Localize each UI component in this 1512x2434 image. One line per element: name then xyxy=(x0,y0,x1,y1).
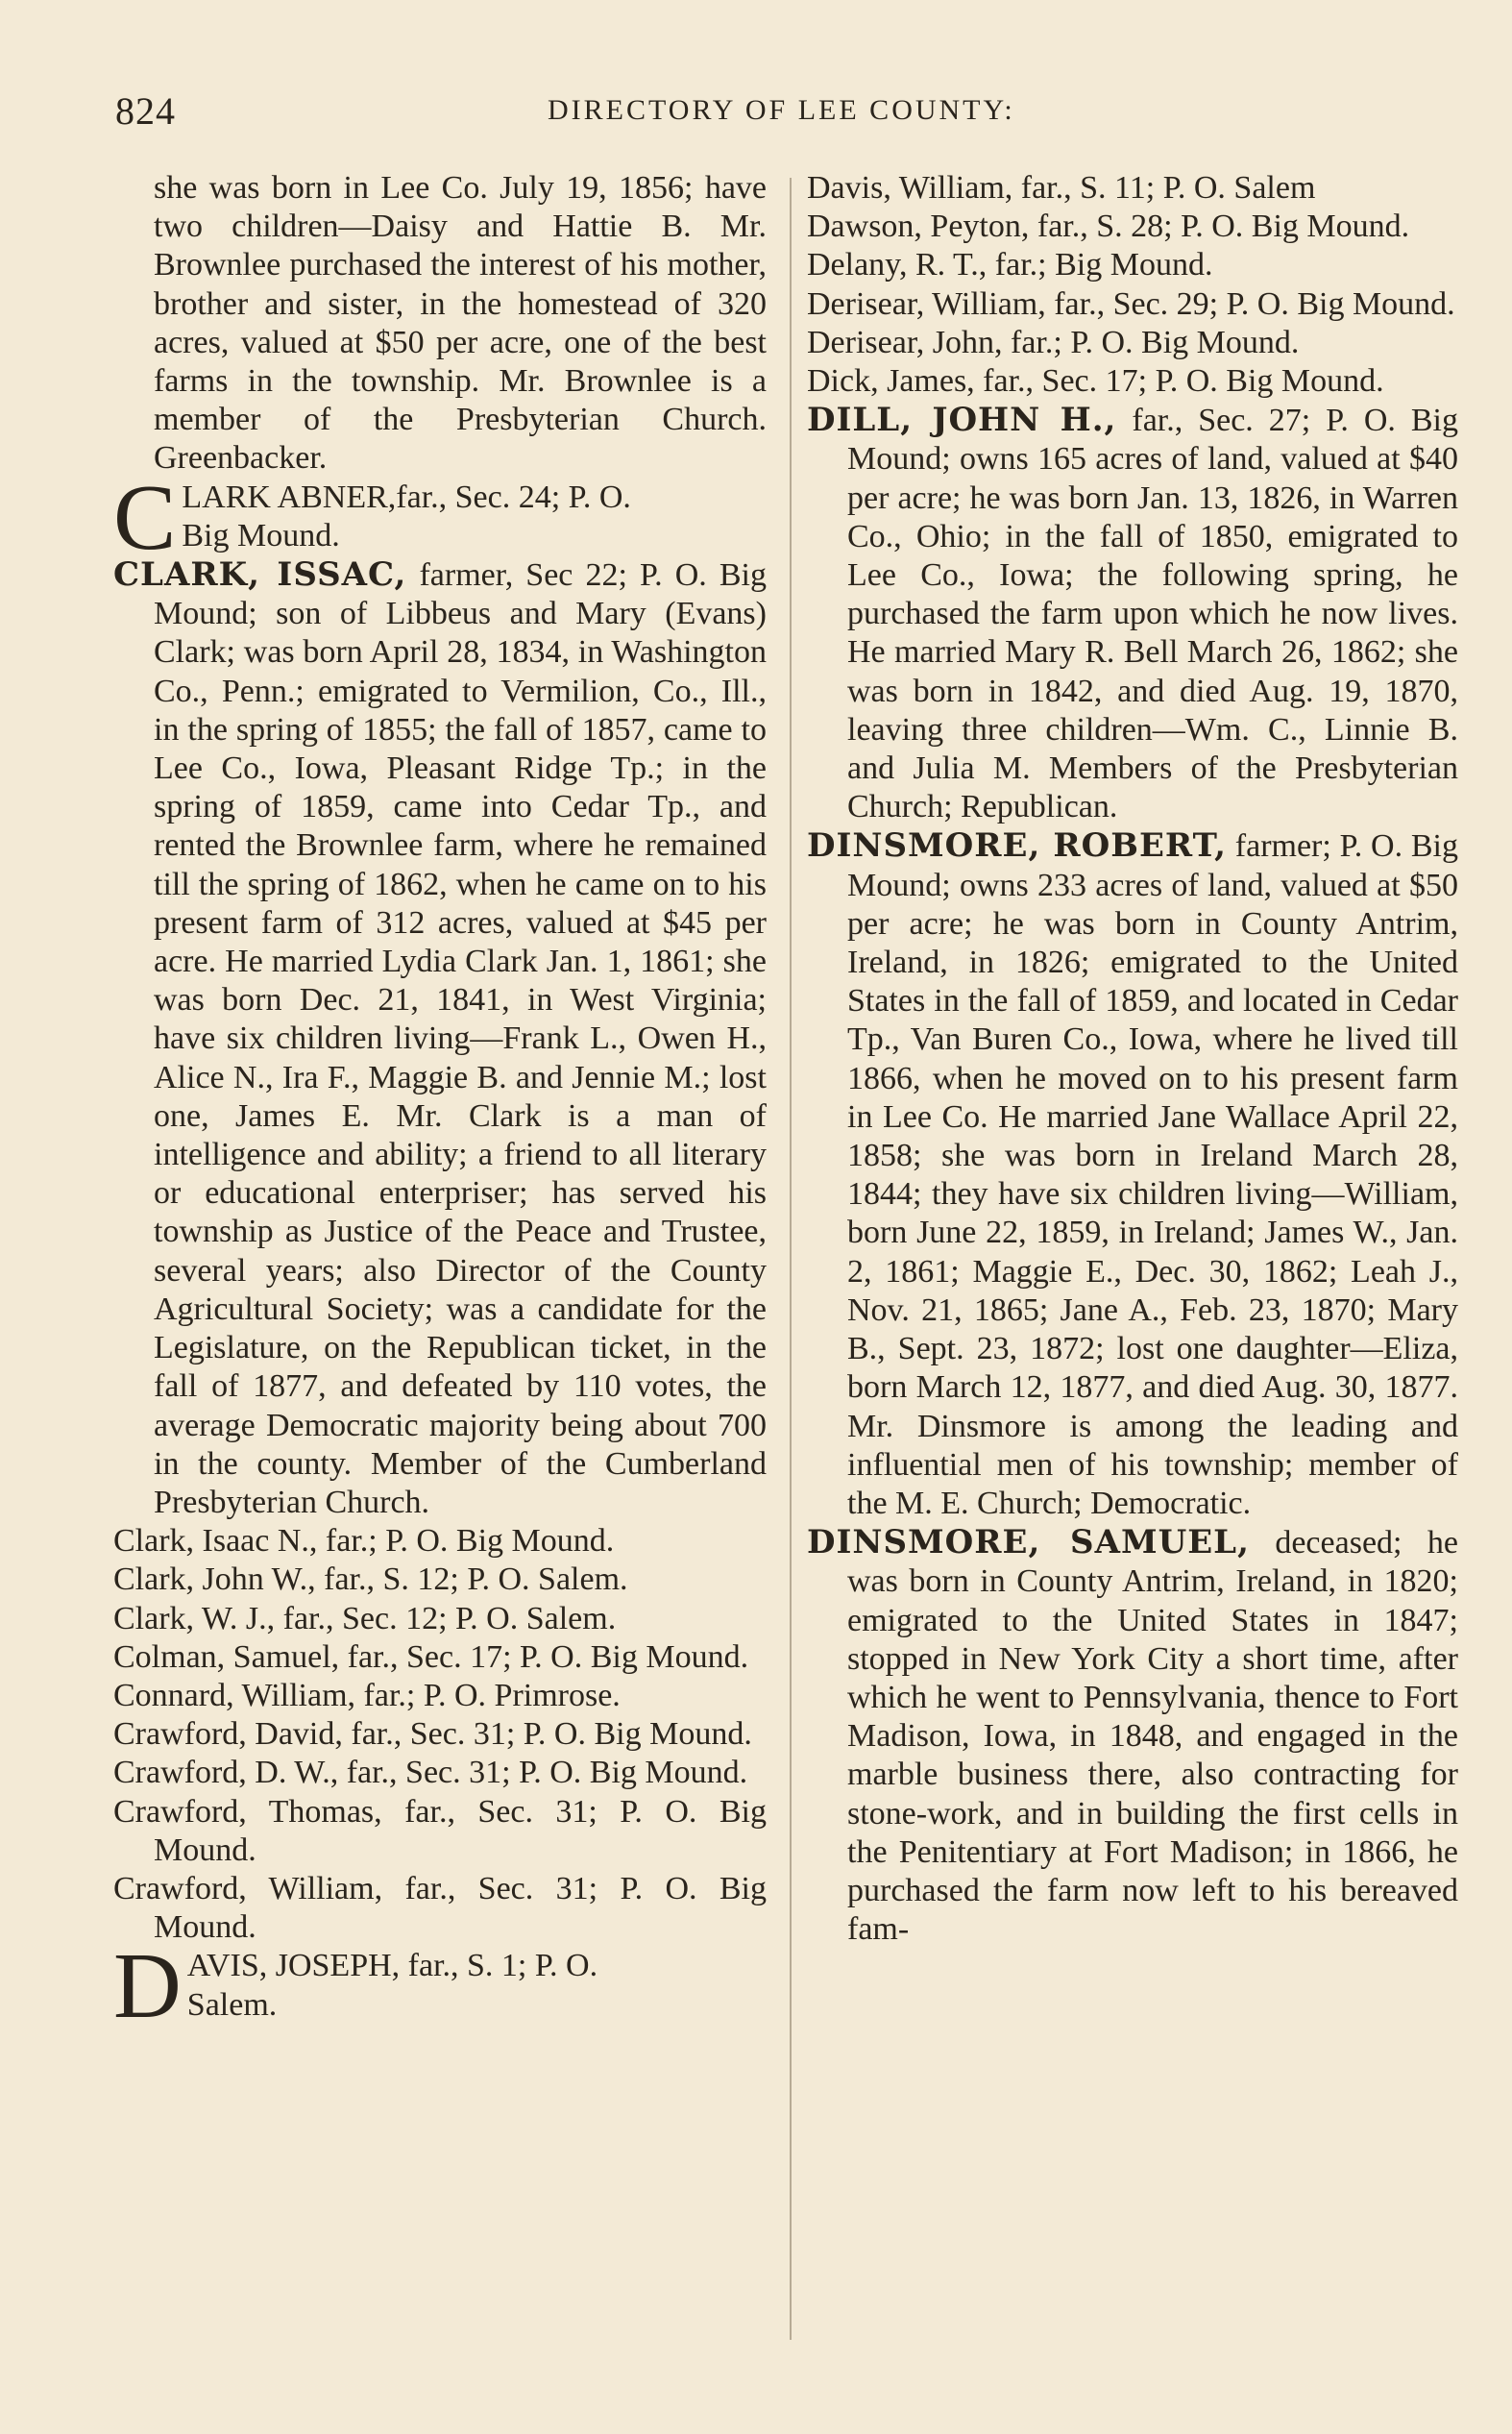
column-divider xyxy=(790,178,792,2340)
entry-text: farmer, Sec 22; P. O. Big Mound; son of Libbeus and Mary (Evans) Clark; was born April 28, 1834, in Washington Co., Penn.; emigrated to Vermilion, Co., Ill., in the spring of 1855; the fall of 1857, came to Lee Co., Iowa, Pleasant Ridge Tp.; in the spring of 1859, came into Cedar Tp., and rented the Brownlee farm, where he remained till the spring of 1862, when he came on to his present farm of 312 acres, valued at $45 per acre. He married Lydia Clark Jan. 1, 1861; she was born Dec. 21, 1841, in West Virginia; have six children living—Frank L., Owen H., Alice N., Ira F., Maggie B. and Jennie M.; lost one, James E. Mr. Clark is a man of intelligence and ability; a friend to all literary or educational enterpriser; has served his township as Justice of the Peace and Trustee, several years; also Director of the County Agricultural Society; was a candidate for the Legislature, on the Republican ticket, in the fall of 1877, and defeated by 110 votes, the average Democratic majority being about 700 in the county. Member of the Cumberland Presbyterian Church. xyxy=(154,557,767,1520)
entry-text: Derisear, William, far., Sec. 29; P. O. Big Mound. xyxy=(807,285,1455,322)
entry-listing xyxy=(113,1793,767,1870)
entry-line: Salem. xyxy=(186,1986,278,2023)
entry-listing xyxy=(807,246,1458,284)
entry-listing xyxy=(807,324,1458,362)
entry-listing xyxy=(113,1870,767,1947)
drop-cap-letter: C xyxy=(113,465,177,570)
entry-name: DINSMORE, SAMUEL, xyxy=(807,1523,1250,1562)
entry-text: Davis, William, far., S. 11; P. O. Salem xyxy=(807,170,1316,206)
entry-text: Clark, Isaac N., far.; P. O. Big Mound. xyxy=(113,1523,615,1560)
entry-dropcap xyxy=(113,465,767,570)
entry-text: Clark, W. J., far., Sec. 12; P. O. Salem. xyxy=(113,1600,617,1636)
entry-listing xyxy=(113,1600,767,1638)
page-header xyxy=(115,88,1460,136)
left-column xyxy=(113,169,767,2039)
entry-text: farmer; P. O. Big Mound; owns 233 acres of land, valued at $50 per acre; he was born in County Antrim, Ireland, in 1826; emigrated to the United States in the fall of 1859, and located in Cedar Tp., Van Buren Co., Iowa, where he lived till 1866, when he moved on to his present farm in Lee Co. He married Jane Wallace April 22, 1858; she was born in Ireland March 28, 1844; they have six children living—William, born June 22, 1859, in Ireland; James W., Jan. 2, 1861; Maggie E., Dec. 30, 1862; Leah J., Nov. 21, 1865; Jane A., Feb. 23, 1870; Mary B., Sept. 23, 1872; lost one daughter—Eliza, born March 12, 1877, and died Aug. 30, 1877. Mr. Dinsmore is among the leading and influential men of his township; member of the M. E. Church; Democratic. xyxy=(847,828,1458,1521)
entry-continuation xyxy=(113,169,767,479)
entry-text: Crawford, William, far., Sec. 31; P. O. Big Mound. xyxy=(113,1870,767,1946)
entry-text: she was born in Lee Co. July 19, 1856; have two children—Daisy and Hattie B. Mr. Brownlee purchased the interest of his mother, brother and sister, in the homestead of 320 acres, valued at $50 per acre, one of the best farms in the township. Mr. Brownlee is a member of the Presbyterian Church. Greenbacker. xyxy=(154,170,767,477)
entry-listing xyxy=(113,1754,767,1792)
entry-biography xyxy=(113,555,767,1522)
entry-text: Connard, William, far.; P. O. Primrose. xyxy=(113,1677,621,1713)
entry-listing xyxy=(807,362,1458,401)
entry-listing xyxy=(807,208,1458,246)
entry-listing xyxy=(113,1677,767,1715)
entry-text: far., Sec. 27; P. O. Big Mound; owns 165 acres of land, valued at $40 per acre; he was born Jan. 13, 1826, in Warren Co., Ohio; in the fall of 1850, emigrated to Lee Co., Iowa; the following spring, he purchased the farm upon which he now lives. He married Mary R. Bell March 26, 1862; she was born in 1842, and died Aug. 19, 1870, leaving three children—Wm. C., Linnie B. and Julia M. Members of the Presbyterian Church; Republican. xyxy=(847,403,1458,825)
entry-listing xyxy=(807,169,1458,208)
entry-line: Big Mound. xyxy=(182,517,340,553)
entry-text: Delany, R. T., far.; Big Mound. xyxy=(807,247,1213,283)
entry-text: Crawford, David, far., Sec. 31; P. O. Big Mound. xyxy=(113,1716,752,1753)
entry-name: CLARK, ISSAC, xyxy=(113,555,407,595)
entry-text: Dawson, Peyton, far., S. 28; P. O. Big Mound. xyxy=(807,209,1410,245)
entry-line: LARK ABNER,far., Sec. 24; P. O. xyxy=(182,479,631,515)
entry-listing xyxy=(113,1561,767,1599)
entry-name: DINSMORE, ROBERT, xyxy=(807,826,1227,866)
entry-listing xyxy=(113,1715,767,1754)
entry-text: Crawford, Thomas, far., Sec. 31; P. O. Big Mound. xyxy=(113,1793,767,1868)
entry-text: Derisear, John, far.; P. O. Big Mound. xyxy=(807,324,1300,360)
entry-listing xyxy=(807,285,1458,324)
entry-name: DILL, JOHN H., xyxy=(807,401,1117,440)
entry-text: Crawford, D. W., far., Sec. 31; P. O. Big Mound. xyxy=(113,1755,748,1791)
page-number: 824 xyxy=(115,89,176,133)
entry-biography xyxy=(807,401,1458,826)
right-column xyxy=(807,169,1458,1949)
entry-biography xyxy=(807,826,1458,1523)
entry-text: Colman, Samuel, far., Sec. 17; P. O. Big Mound. xyxy=(113,1638,749,1675)
entry-listing xyxy=(113,1522,767,1561)
entry-text: Clark, John W., far., S. 12; P. O. Salem. xyxy=(113,1561,628,1598)
running-head: DIRECTORY OF LEE COUNTY: xyxy=(548,94,1015,126)
entry-biography xyxy=(807,1523,1458,1949)
entry-listing xyxy=(113,1638,767,1677)
entry-line: AVIS, JOSEPH, far., S. 1; P. O. xyxy=(186,1948,598,1984)
entry-dropcap xyxy=(113,1934,767,2039)
drop-cap-letter: D xyxy=(113,1934,182,2039)
entry-text: deceased; he was born in County Antrim, Ireland, in 1820; emigrated to the United States in 1847; stopped in New York City a short time, after which he went to Pennsylvania, thence to Fort Madison, Iowa, in 1848, and engaged in the marble business there, also contracting for stone-work, and in building the first cells in the Penitentiary at Fort Madison; in 1866, he purchased the farm now left to his bereaved fam- xyxy=(847,1525,1458,1948)
entry-text: Dick, James, far., Sec. 17; P. O. Big Mound. xyxy=(807,363,1384,400)
